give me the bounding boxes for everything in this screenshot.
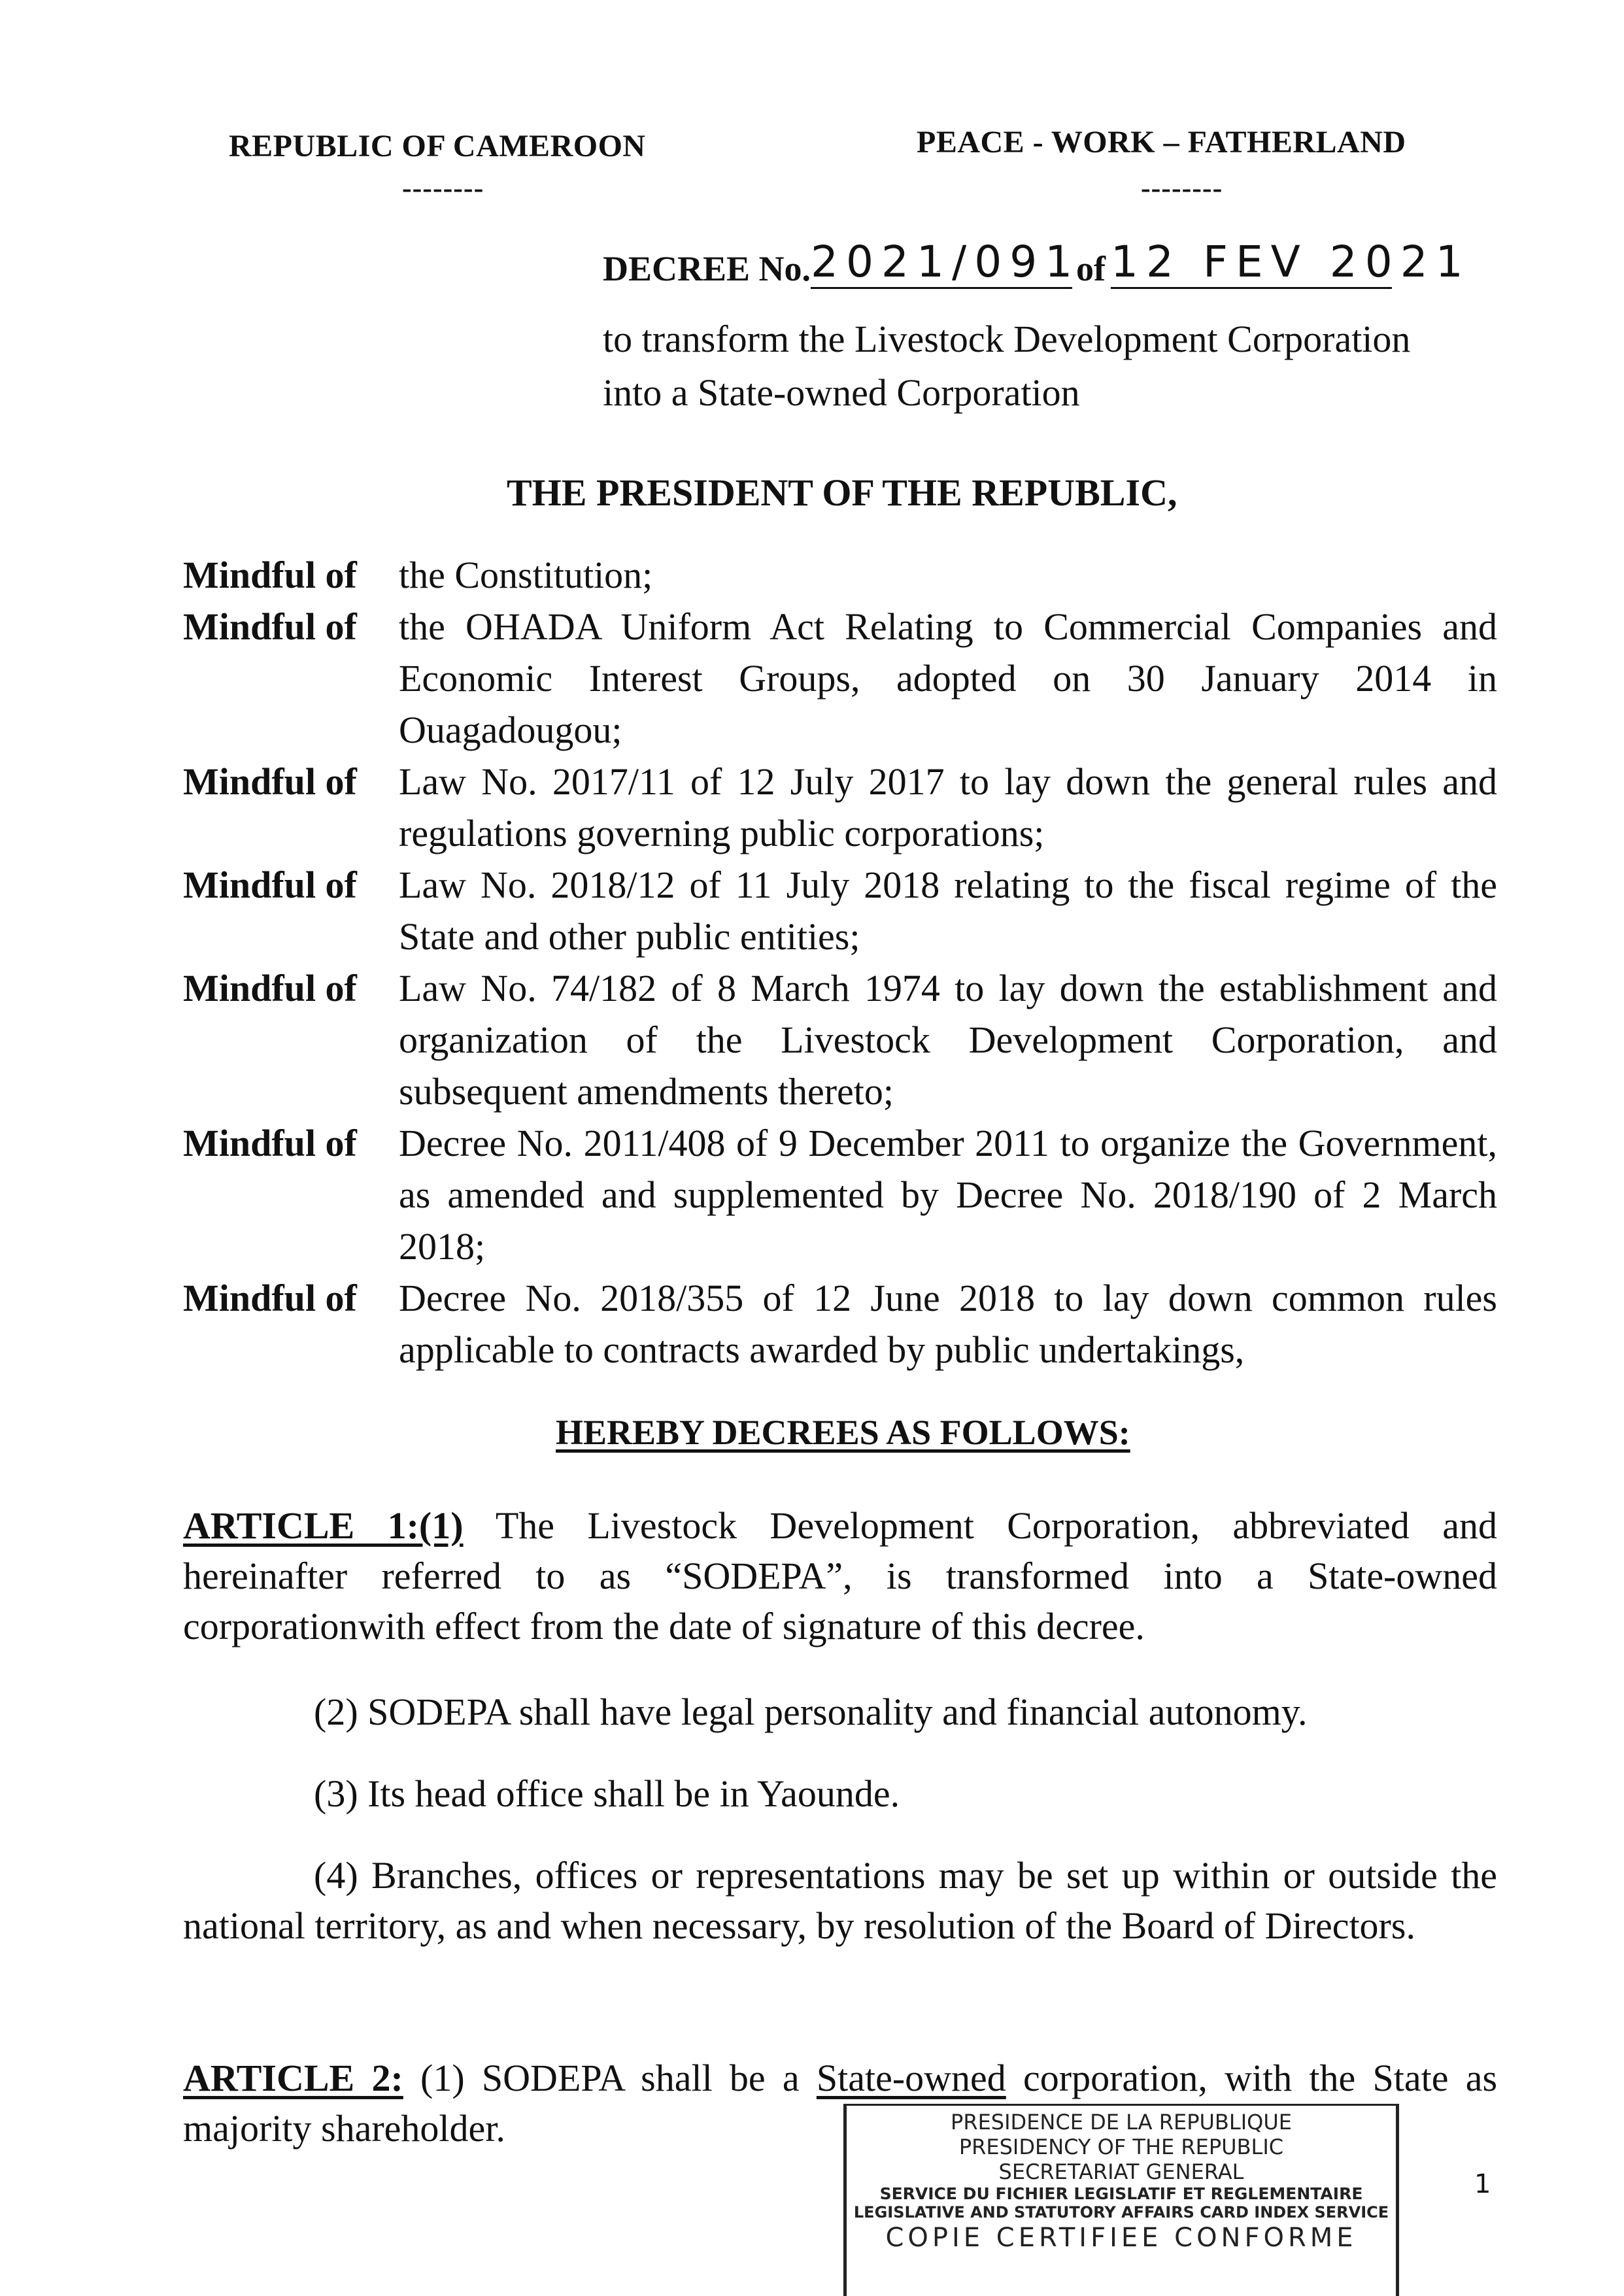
mindful-text: the Constitution;: [399, 554, 653, 596]
mindful-label: Mindful of: [183, 967, 357, 1009]
article-1-label: ARTICLE 1:(1): [183, 1504, 464, 1547]
stamp-line-5: LEGISLATIVE AND STATUTORY AFFAIRS CARD INDEX SERVICE: [853, 2203, 1389, 2221]
page-number: 1: [1474, 2169, 1491, 2199]
article-1: [183, 1500, 1497, 1651]
article-2-text-b: corporation, with the State as majority shareholder.: [183, 2057, 1498, 2150]
mindful-text: the OHADA Uniform Act Relating to Commercial Companies and Economic Interest Groups, adopted on 30 January 2014 in Ouagadougou;: [399, 605, 1497, 751]
mindful-label: Mindful of: [183, 1277, 357, 1319]
mindful-item: [183, 1272, 1497, 1376]
decree-subtitle-2: into a State-owned Corporation: [603, 371, 1080, 414]
header-left: REPUBLIC OF CAMEROON: [229, 129, 646, 163]
header-right-rule: --------: [1141, 172, 1223, 204]
decree-label: DECREE No.: [603, 249, 811, 288]
mindful-label: Mindful of: [183, 554, 357, 596]
stamp-line-2: PRESIDENCY OF THE REPUBLIC: [958, 2135, 1284, 2159]
decree-number: 2021/091: [811, 237, 1072, 289]
mindful-item: [183, 859, 1497, 962]
certification-stamp: [843, 2104, 1399, 2296]
mindful-text: Law No. 74/182 of 8 March 1974 to lay down the establishment and organization of the Livestock Development Corporation, and subsequent amendments thereto;: [399, 967, 1497, 1113]
president-heading: THE PRESIDENT OF THE REPUBLIC,: [507, 471, 1177, 514]
mindful-label: Mindful of: [183, 1122, 357, 1164]
header-left-rule: --------: [402, 172, 484, 204]
stamp-line-3: SECRETARIAT GENERAL: [998, 2159, 1244, 2184]
mindful-label: Mindful of: [183, 605, 357, 648]
decree-subtitle-1: to transform the Livestock Development Corporation: [603, 318, 1411, 360]
article-1-p2: (2) SODEPA shall have legal personality and financial autonomy.: [314, 1691, 1308, 1733]
mindful-list: [183, 549, 1497, 1376]
stamp-line-4: SERVICE DU FICHIER LEGISLATIF ET REGLEMENTAIRE: [879, 2184, 1363, 2203]
decree-of: of: [1076, 249, 1106, 288]
mindful-text: Decree No. 2018/355 of 12 June 2018 to lay down common rules applicable to contracts awarded by public undertakings,: [399, 1277, 1497, 1371]
article-1-p3: (3) Its head office shall be in Yaounde.: [314, 1772, 900, 1815]
stamp-line-1: PRESIDENCE DE LA REPUBLIQUE: [951, 2110, 1292, 2135]
hereby-heading: HEREBY DECREES AS FOLLOWS:: [556, 1413, 1130, 1452]
mindful-label: Mindful of: [183, 864, 357, 906]
decree-date: 12 FEV 2021: [1111, 237, 1392, 289]
mindful-text: Decree No. 2011/408 of 9 December 2011 to organize the Government, as amended and supplemented by Decree No. 2018/190 of 2 March 2018;: [399, 1122, 1497, 1268]
decree-title: [603, 237, 1471, 289]
mindful-item: [183, 756, 1497, 859]
mindful-item: [183, 549, 1497, 601]
mindful-text: Law No. 2017/11 of 12 July 2017 to lay down the general rules and regulations governing public corporations;: [399, 760, 1497, 854]
article-2-label: ARTICLE 2:: [183, 2057, 403, 2099]
mindful-text: Law No. 2018/12 of 11 July 2018 relating to the fiscal regime of the State and other public entities;: [399, 864, 1497, 958]
mindful-item: [183, 962, 1497, 1117]
article-2-text-a: (1) SODEPA shall be a: [403, 2057, 817, 2099]
article-1-p4: (4) Branches, offices or representations may be set up within or outside the national territory, as and when necessary, by resolution of the Board of Directors.: [183, 1854, 1497, 1947]
mindful-item: [183, 601, 1497, 756]
mindful-item: [183, 1117, 1497, 1272]
article-1-text: The Livestock Development Corporation, abbreviated and hereinafter referred to as “SODEPA”, is transformed into a State-owned corporationwith effect from the date of signature of this decree.: [183, 1504, 1497, 1647]
mindful-label: Mindful of: [183, 760, 357, 803]
stamp-line-6: COPIE CERTIFIEE CONFORME: [885, 2223, 1357, 2253]
header-right: PEACE - WORK – FATHERLAND: [917, 125, 1406, 160]
article-2-text-underlined: State-owned: [816, 2057, 1006, 2099]
